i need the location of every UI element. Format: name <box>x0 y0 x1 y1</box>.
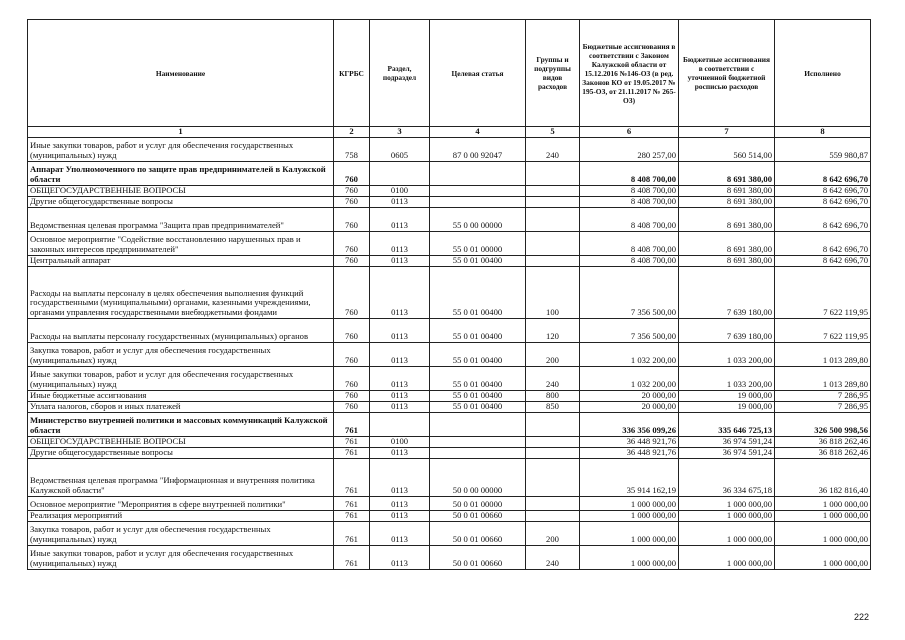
table-row <box>28 266 871 318</box>
cell-target: 55 0 01 00400 <box>430 255 526 266</box>
cell-name: Министерство внутренней политики и массовых коммуникаций Калужской области <box>28 412 334 436</box>
column-number: 8 <box>775 127 871 138</box>
cell-assign-list: 8 691 380,00 <box>679 196 775 207</box>
cell-group: 240 <box>526 137 580 161</box>
table-row <box>28 510 871 521</box>
cell-assign-list: 36 334 675,18 <box>679 458 775 496</box>
cell-name: Ведомственная целевая программа "Информационная и внутренняя политика Калужской области" <box>28 458 334 496</box>
cell-name: Основное мероприятие "Содействие восстановлению нарушенных прав и законных интересов предпринимателей" <box>28 231 334 255</box>
cell-executed: 1 000 000,00 <box>775 545 871 569</box>
cell-assign-law: 20 000,00 <box>580 390 679 401</box>
cell-assign-law: 35 914 162,19 <box>580 458 679 496</box>
cell-target: 55 0 01 00400 <box>430 266 526 318</box>
cell-assign-law: 1 000 000,00 <box>580 521 679 545</box>
cell-group <box>526 196 580 207</box>
column-number: 6 <box>580 127 679 138</box>
cell-group: 200 <box>526 521 580 545</box>
table-row <box>28 185 871 196</box>
cell-kgrbs: 761 <box>334 545 370 569</box>
cell-name: Иные закупки товаров, работ и услуг для обеспечения государственных (муниципальных) нужд <box>28 137 334 161</box>
cell-assign-list: 36 974 591,24 <box>679 436 775 447</box>
table-row <box>28 458 871 496</box>
table-row <box>28 366 871 390</box>
cell-kgrbs: 761 <box>334 521 370 545</box>
header-target: Целевая статья <box>430 20 526 127</box>
cell-assign-list: 1 033 200,00 <box>679 366 775 390</box>
cell-assign-law: 36 448 921,76 <box>580 436 679 447</box>
cell-assign-law: 36 448 921,76 <box>580 447 679 458</box>
cell-name: Реализация мероприятий <box>28 510 334 521</box>
cell-razdel: 0113 <box>370 231 430 255</box>
cell-razdel: 0113 <box>370 366 430 390</box>
cell-executed: 8 642 696,70 <box>775 255 871 266</box>
cell-target: 50 0 01 00660 <box>430 545 526 569</box>
cell-name: Ведомственная целевая программа "Защита прав предпринимателей" <box>28 207 334 231</box>
cell-assign-law: 8 408 700,00 <box>580 231 679 255</box>
cell-executed: 7 622 119,95 <box>775 318 871 342</box>
cell-assign-law: 7 356 500,00 <box>580 266 679 318</box>
cell-group: 200 <box>526 342 580 366</box>
table-row <box>28 137 871 161</box>
cell-group: 100 <box>526 266 580 318</box>
cell-executed: 36 818 262,46 <box>775 447 871 458</box>
column-number-row <box>28 127 871 138</box>
cell-group <box>526 255 580 266</box>
cell-name: Аппарат Уполномоченного по защите прав предпринимателей в Калужской области <box>28 161 334 185</box>
cell-target: 50 0 00 00000 <box>430 458 526 496</box>
cell-target <box>430 161 526 185</box>
cell-assign-list: 7 639 180,00 <box>679 318 775 342</box>
cell-executed: 8 642 696,70 <box>775 161 871 185</box>
cell-kgrbs: 758 <box>334 137 370 161</box>
header-groups: Группы и подгруппы видов расходов <box>526 20 580 127</box>
cell-executed: 1 013 289,80 <box>775 366 871 390</box>
cell-kgrbs: 761 <box>334 458 370 496</box>
cell-executed: 8 642 696,70 <box>775 185 871 196</box>
cell-assign-law: 1 032 200,00 <box>580 342 679 366</box>
cell-razdel: 0113 <box>370 496 430 510</box>
cell-kgrbs: 761 <box>334 447 370 458</box>
cell-assign-law: 1 000 000,00 <box>580 545 679 569</box>
cell-assign-law: 1 000 000,00 <box>580 510 679 521</box>
table-row <box>28 496 871 510</box>
cell-kgrbs: 760 <box>334 185 370 196</box>
cell-assign-law: 8 408 700,00 <box>580 207 679 231</box>
cell-group <box>526 231 580 255</box>
cell-name: ОБЩЕГОСУДАРСТВЕННЫЕ ВОПРОСЫ <box>28 436 334 447</box>
cell-target <box>430 196 526 207</box>
cell-target: 55 0 01 00400 <box>430 342 526 366</box>
header-razdel: Раздел, подраздел <box>370 20 430 127</box>
table-row <box>28 161 871 185</box>
cell-assign-list: 19 000,00 <box>679 390 775 401</box>
cell-executed: 7 286,95 <box>775 390 871 401</box>
cell-executed: 7 622 119,95 <box>775 266 871 318</box>
cell-group <box>526 447 580 458</box>
cell-executed: 1 000 000,00 <box>775 496 871 510</box>
table-row <box>28 318 871 342</box>
cell-razdel: 0100 <box>370 185 430 196</box>
column-number: 3 <box>370 127 430 138</box>
cell-assign-list: 19 000,00 <box>679 401 775 412</box>
cell-name: Иные закупки товаров, работ и услуг для обеспечения государственных (муниципальных) нужд <box>28 366 334 390</box>
column-number: 5 <box>526 127 580 138</box>
table-row <box>28 207 871 231</box>
cell-executed: 36 182 816,40 <box>775 458 871 496</box>
table-row <box>28 447 871 458</box>
cell-name: ОБЩЕГОСУДАРСТВЕННЫЕ ВОПРОСЫ <box>28 185 334 196</box>
cell-assign-list: 560 514,00 <box>679 137 775 161</box>
cell-target <box>430 436 526 447</box>
table-row <box>28 412 871 436</box>
cell-assign-law: 8 408 700,00 <box>580 185 679 196</box>
cell-kgrbs: 760 <box>334 390 370 401</box>
cell-target: 87 0 00 92047 <box>430 137 526 161</box>
cell-executed: 8 642 696,70 <box>775 231 871 255</box>
cell-group: 120 <box>526 318 580 342</box>
header-assign-list: Бюджетные ассигнования в соответствии с уточненной бюджетной росписью расходов <box>679 20 775 127</box>
cell-razdel: 0113 <box>370 196 430 207</box>
cell-razdel: 0113 <box>370 458 430 496</box>
cell-group: 850 <box>526 401 580 412</box>
cell-target: 55 0 01 00400 <box>430 401 526 412</box>
cell-name: Основное мероприятие "Мероприятия в сфере внутренней политики" <box>28 496 334 510</box>
cell-razdel: 0113 <box>370 401 430 412</box>
cell-razdel: 0113 <box>370 447 430 458</box>
table-row <box>28 436 871 447</box>
cell-kgrbs: 760 <box>334 401 370 412</box>
cell-name: Другие общегосударственные вопросы <box>28 447 334 458</box>
cell-razdel: 0113 <box>370 342 430 366</box>
table-body <box>28 137 871 569</box>
cell-executed: 7 286,95 <box>775 401 871 412</box>
table-row <box>28 196 871 207</box>
cell-target <box>430 447 526 458</box>
header-name: Наименование <box>28 20 334 127</box>
cell-group <box>526 458 580 496</box>
cell-executed: 1 000 000,00 <box>775 510 871 521</box>
cell-group <box>526 510 580 521</box>
cell-kgrbs: 760 <box>334 318 370 342</box>
table-row <box>28 231 871 255</box>
cell-executed: 8 642 696,70 <box>775 196 871 207</box>
cell-razdel: 0113 <box>370 207 430 231</box>
cell-razdel: 0605 <box>370 137 430 161</box>
cell-assign-law: 280 257,00 <box>580 137 679 161</box>
cell-group: 240 <box>526 366 580 390</box>
header-kgrbs: КГРБС <box>334 20 370 127</box>
table-row <box>28 342 871 366</box>
cell-name: Закупка товаров, работ и услуг для обеспечения государственных (муниципальных) нужд <box>28 342 334 366</box>
cell-razdel: 0113 <box>370 266 430 318</box>
cell-kgrbs: 760 <box>334 342 370 366</box>
cell-razdel: 0113 <box>370 510 430 521</box>
table-row <box>28 545 871 569</box>
cell-kgrbs: 760 <box>334 161 370 185</box>
cell-razdel <box>370 161 430 185</box>
cell-kgrbs: 761 <box>334 412 370 436</box>
cell-assign-list: 8 691 380,00 <box>679 161 775 185</box>
cell-assign-list: 7 639 180,00 <box>679 266 775 318</box>
column-number: 7 <box>679 127 775 138</box>
cell-kgrbs: 760 <box>334 196 370 207</box>
cell-name: Другие общегосударственные вопросы <box>28 196 334 207</box>
cell-razdel: 0113 <box>370 521 430 545</box>
cell-name: Иные бюджетные ассигнования <box>28 390 334 401</box>
cell-assign-law: 20 000,00 <box>580 401 679 412</box>
table-row <box>28 390 871 401</box>
cell-assign-law: 8 408 700,00 <box>580 161 679 185</box>
cell-kgrbs: 760 <box>334 207 370 231</box>
cell-kgrbs: 760 <box>334 266 370 318</box>
cell-kgrbs: 760 <box>334 255 370 266</box>
cell-assign-list: 8 691 380,00 <box>679 207 775 231</box>
cell-target <box>430 185 526 196</box>
cell-executed: 36 818 262,46 <box>775 436 871 447</box>
cell-target: 55 0 01 00000 <box>430 231 526 255</box>
cell-assign-list: 1 000 000,00 <box>679 510 775 521</box>
column-number: 4 <box>430 127 526 138</box>
cell-assign-law: 336 356 099,26 <box>580 412 679 436</box>
cell-group <box>526 412 580 436</box>
cell-assign-list: 335 646 725,13 <box>679 412 775 436</box>
cell-assign-law: 1 032 200,00 <box>580 366 679 390</box>
cell-group <box>526 496 580 510</box>
cell-razdel: 0113 <box>370 318 430 342</box>
cell-assign-list: 1 000 000,00 <box>679 496 775 510</box>
cell-name: Уплата налогов, сборов и иных платежей <box>28 401 334 412</box>
cell-kgrbs: 761 <box>334 496 370 510</box>
header-assign-law: Бюджетные ассигнования в соответствии с Законом Калужской области от 15.12.2016 №146-ОЗ (в ред. Законов КО от 19.05.2017 № 195-ОЗ, от 21.11.2017 № 265-ОЗ) <box>580 20 679 127</box>
cell-kgrbs: 760 <box>334 366 370 390</box>
cell-assign-list: 8 691 380,00 <box>679 185 775 196</box>
header-executed: Исполнено <box>775 20 871 127</box>
cell-kgrbs: 760 <box>334 231 370 255</box>
cell-group: 240 <box>526 545 580 569</box>
cell-target: 55 0 01 00400 <box>430 318 526 342</box>
cell-name: Иные закупки товаров, работ и услуг для обеспечения государственных (муниципальных) нужд <box>28 545 334 569</box>
cell-target: 55 0 01 00400 <box>430 390 526 401</box>
cell-assign-list: 8 691 380,00 <box>679 255 775 266</box>
cell-assign-law: 8 408 700,00 <box>580 196 679 207</box>
table-row <box>28 401 871 412</box>
cell-executed: 1 000 000,00 <box>775 521 871 545</box>
cell-razdel: 0113 <box>370 255 430 266</box>
cell-assign-list: 1 000 000,00 <box>679 521 775 545</box>
cell-executed: 559 980,87 <box>775 137 871 161</box>
cell-group <box>526 185 580 196</box>
cell-name: Расходы на выплаты персоналу государственных (муниципальных) органов <box>28 318 334 342</box>
cell-executed: 326 500 998,56 <box>775 412 871 436</box>
cell-target: 50 0 01 00000 <box>430 496 526 510</box>
cell-executed: 8 642 696,70 <box>775 207 871 231</box>
budget-table <box>27 19 871 570</box>
cell-razdel <box>370 412 430 436</box>
cell-name: Расходы на выплаты персоналу в целях обеспечения выполнения функций государственными (муниципальными) органами, казенными учреждениями, органами управления государственными внебюджетными фондами <box>28 266 334 318</box>
cell-target <box>430 412 526 436</box>
table-row <box>28 255 871 266</box>
cell-kgrbs: 761 <box>334 510 370 521</box>
column-number: 2 <box>334 127 370 138</box>
cell-target: 55 0 01 00400 <box>430 366 526 390</box>
cell-target: 55 0 00 00000 <box>430 207 526 231</box>
cell-razdel: 0113 <box>370 390 430 401</box>
column-number: 1 <box>28 127 334 138</box>
cell-assign-list: 1 033 200,00 <box>679 342 775 366</box>
cell-assign-list: 36 974 591,24 <box>679 447 775 458</box>
cell-target: 50 0 01 00660 <box>430 521 526 545</box>
cell-group: 800 <box>526 390 580 401</box>
cell-name: Закупка товаров, работ и услуг для обеспечения государственных (муниципальных) нужд <box>28 521 334 545</box>
cell-assign-list: 8 691 380,00 <box>679 231 775 255</box>
cell-assign-law: 7 356 500,00 <box>580 318 679 342</box>
header-row <box>28 20 871 127</box>
page-number: 222 <box>853 612 869 622</box>
cell-target: 50 0 01 00660 <box>430 510 526 521</box>
cell-name: Центральный аппарат <box>28 255 334 266</box>
cell-assign-law: 1 000 000,00 <box>580 496 679 510</box>
budget-report-sheet <box>27 19 870 570</box>
cell-assign-law: 8 408 700,00 <box>580 255 679 266</box>
cell-executed: 1 013 289,80 <box>775 342 871 366</box>
table-row <box>28 521 871 545</box>
cell-kgrbs: 761 <box>334 436 370 447</box>
cell-group <box>526 207 580 231</box>
cell-assign-list: 1 000 000,00 <box>679 545 775 569</box>
cell-group <box>526 161 580 185</box>
cell-razdel: 0113 <box>370 545 430 569</box>
cell-group <box>526 436 580 447</box>
cell-razdel: 0100 <box>370 436 430 447</box>
